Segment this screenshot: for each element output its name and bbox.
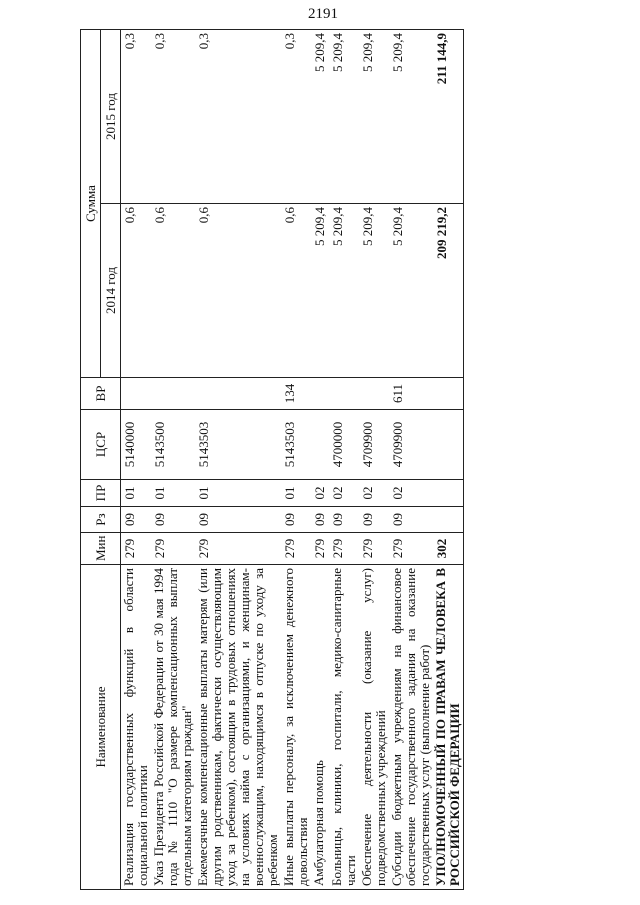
- row-sum-2014: 5 209,4: [329, 204, 359, 378]
- row-name: Указ Президента Российской Федерации от 30 мая 1994 года № 1110 "О размере компенсационных выплат отдельным категориям граждан": [151, 565, 195, 890]
- row-pr: 01: [121, 480, 152, 507]
- row-min: 279: [359, 533, 389, 565]
- row-pr: 01: [151, 480, 195, 507]
- row-csr: 4709900: [359, 410, 389, 480]
- row-sum-2015: 0,3: [281, 30, 311, 204]
- row-csr: 5140000: [121, 410, 152, 480]
- row-rz: 09: [151, 507, 195, 533]
- row-vr: [329, 378, 359, 410]
- row-sum-2014: 0,6: [121, 204, 152, 378]
- row-sum-2014: 5 209,4: [359, 204, 389, 378]
- row-pr: 02: [359, 480, 389, 507]
- row-sum-2014: 0,6: [195, 204, 281, 378]
- budget-table-rotated: [80, 30, 580, 890]
- header-name: Наименование: [81, 565, 121, 890]
- row-sum-2015: 5 209,4: [311, 30, 329, 204]
- row-pr: 02: [389, 480, 433, 507]
- table-row: [389, 30, 433, 890]
- row-rz: 09: [359, 507, 389, 533]
- table-row: [121, 30, 152, 890]
- row-min: 279: [311, 533, 329, 565]
- total-row: [433, 30, 464, 890]
- row-name: Обеспечение деятельности (оказание услуг) подведомственных учреждений: [359, 565, 389, 890]
- row-rz: 09: [195, 507, 281, 533]
- row-min: 279: [151, 533, 195, 565]
- table-row: [151, 30, 195, 890]
- row-vr: [151, 378, 195, 410]
- row-sum-2015: 0,3: [121, 30, 152, 204]
- row-name: Амбулаторная помощь: [311, 565, 329, 890]
- row-csr: 4709900: [389, 410, 433, 480]
- row-csr: 4700000: [329, 410, 359, 480]
- row-rz: 09: [311, 507, 329, 533]
- header-2014: 2014 год: [101, 204, 121, 378]
- row-pr: 01: [281, 480, 311, 507]
- row-sum-2014: 0,6: [151, 204, 195, 378]
- row-csr: [311, 410, 329, 480]
- header-min: Мин: [81, 533, 121, 565]
- row-pr: 01: [195, 480, 281, 507]
- row-vr: [311, 378, 329, 410]
- row-vr: 134: [281, 378, 311, 410]
- table-header: [81, 30, 121, 890]
- row-name: Больницы, клиники, госпитали, медико-санитарные части: [329, 565, 359, 890]
- row-vr: [121, 378, 152, 410]
- row-sum-2014: 0,6: [281, 204, 311, 378]
- header-vr: ВР: [81, 378, 121, 410]
- row-min: 279: [281, 533, 311, 565]
- row-sum-2014: 5 209,4: [389, 204, 433, 378]
- row-min: 279: [195, 533, 281, 565]
- row-sum-2015: 5 209,4: [329, 30, 359, 204]
- row-rz: 09: [281, 507, 311, 533]
- row-min: 279: [329, 533, 359, 565]
- row-rz: 09: [329, 507, 359, 533]
- table-row: [329, 30, 359, 890]
- row-pr: 02: [329, 480, 359, 507]
- row-pr: [433, 480, 464, 507]
- table-row: [195, 30, 281, 890]
- header-rz: Рз: [81, 507, 121, 533]
- row-sum-2015: 5 209,4: [359, 30, 389, 204]
- row-rz: 09: [121, 507, 152, 533]
- row-vr: [195, 378, 281, 410]
- page-number: 2191: [308, 6, 338, 22]
- row-sum-2014: 209 219,2: [433, 204, 464, 378]
- row-csr: 5143503: [281, 410, 311, 480]
- row-csr: 5143503: [195, 410, 281, 480]
- row-csr: 5143500: [151, 410, 195, 480]
- row-sum-2014: 5 209,4: [311, 204, 329, 378]
- row-min: 279: [389, 533, 433, 565]
- header-pr: ПР: [81, 480, 121, 507]
- row-pr: 02: [311, 480, 329, 507]
- row-name: Иные выплаты персоналу, за исключением денежного довольствия: [281, 565, 311, 890]
- row-csr: [433, 410, 464, 480]
- row-rz: 09: [389, 507, 433, 533]
- table-row: [359, 30, 389, 890]
- header-summa: Сумма: [81, 30, 101, 378]
- row-name: Ежемесячные компенсационные выплаты матерям (или другим родственникам, фактически осуществляющим уход за ребенком), состоящим в трудовых отношениях на условиях найма с организациями, и женщинам-военнослужащим, находящимся в отпуске по уходу за ребенком: [195, 565, 281, 890]
- budget-table: [80, 29, 464, 890]
- row-sum-2015: 211 144,9: [433, 30, 464, 204]
- row-vr: 611: [389, 378, 433, 410]
- row-sum-2015: 5 209,4: [389, 30, 433, 204]
- row-min: 302: [433, 533, 464, 565]
- header-csr: ЦСР: [81, 410, 121, 480]
- row-vr: [359, 378, 389, 410]
- header-2015: 2015 год: [101, 30, 121, 204]
- table-body: [121, 30, 464, 890]
- row-name: Реализация государственных функций в области социальной политики: [121, 565, 152, 890]
- row-vr: [433, 378, 464, 410]
- table-row: [281, 30, 311, 890]
- row-min: 279: [121, 533, 152, 565]
- row-name: Субсидии бюджетным учреждениям на финансовое обеспечение государственного задания на оказание государственных услуг (выполнение работ): [389, 565, 433, 890]
- row-sum-2015: 0,3: [151, 30, 195, 204]
- row-rz: [433, 507, 464, 533]
- row-sum-2015: 0,3: [195, 30, 281, 204]
- row-name: УПОЛНОМОЧЕННЫЙ ПО ПРАВАМ ЧЕЛОВЕКА В РОССИЙСКОЙ ФЕДЕРАЦИИ: [433, 565, 464, 890]
- table-row: [311, 30, 329, 890]
